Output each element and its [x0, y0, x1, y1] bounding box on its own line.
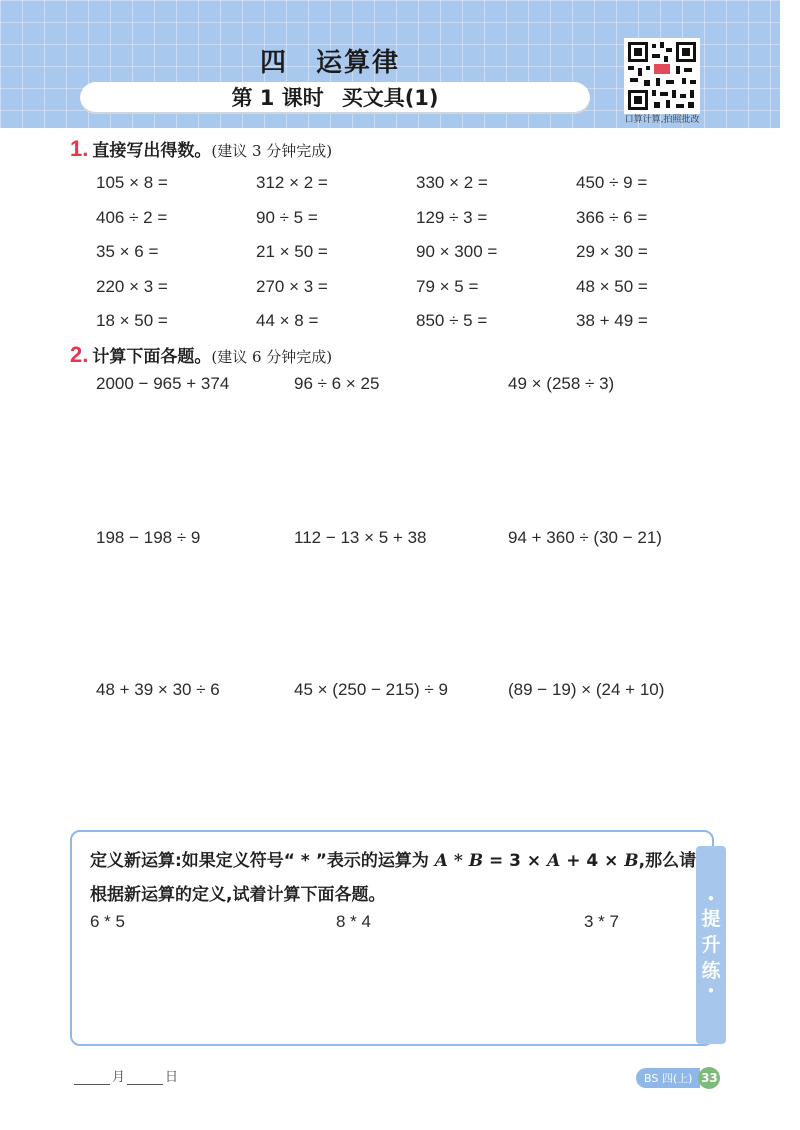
- problem: 35 × 6 =: [96, 242, 159, 261]
- problem: 18 × 50 =: [96, 311, 168, 330]
- section2-title: 计算下面各题。: [92, 347, 212, 367]
- page-header: [0, 0, 780, 128]
- formula-a: A: [547, 851, 561, 871]
- side-tab-improve: [696, 846, 726, 1044]
- problem: 850 ÷ 5 =: [416, 311, 488, 330]
- problem: 312 × 2 =: [256, 173, 328, 192]
- challenge-item: 6 * 5: [90, 912, 125, 931]
- qr-code-icon[interactable]: [624, 38, 700, 114]
- section2-hint: (建议 6 分钟完成): [211, 348, 333, 366]
- challenge-instructions: [90, 844, 700, 912]
- dot-icon: •: [707, 892, 715, 906]
- problem: 90 × 300 =: [416, 242, 498, 261]
- chapter-number: 四: [259, 48, 288, 78]
- formula-b: B: [624, 851, 639, 871]
- problem: 330 × 2 =: [416, 173, 488, 192]
- problem: 29 × 30 =: [576, 242, 648, 261]
- challenge-box: [70, 830, 714, 1046]
- day-blank[interactable]: [127, 1070, 163, 1085]
- section2-number: 2.: [70, 342, 89, 367]
- calc-problem: 48 + 39 × 30 ÷ 6: [96, 680, 220, 699]
- problem: 270 × 3 =: [256, 276, 328, 296]
- calc-row: [96, 680, 716, 710]
- calc-problem: 198 − 198 ÷ 9: [96, 528, 201, 547]
- chapter-name: 运算律: [316, 48, 401, 78]
- chapter-title: [0, 42, 660, 79]
- calc-problem: 96 ÷ 6 × 25: [294, 374, 380, 393]
- problem: 129 ÷ 3 =: [416, 207, 488, 227]
- challenge-text: 定义新运算:如果定义符号“ * ”表示的运算为: [90, 851, 429, 871]
- problem: 44 × 8 =: [256, 311, 319, 330]
- section2-heading: [70, 342, 332, 368]
- month-label: 月: [112, 1070, 126, 1085]
- lesson-number: 第 1 课时: [231, 86, 324, 110]
- calc-row: [96, 374, 716, 404]
- problem: 220 × 3 =: [96, 276, 168, 296]
- problem: 450 ÷ 9 =: [576, 173, 648, 192]
- side-tab-char: 练: [701, 960, 721, 982]
- calc-problem: 94 + 360 ÷ (30 − 21): [508, 528, 662, 547]
- calc-problem: 112 − 13 × 5 + 38: [294, 528, 427, 547]
- problem: 406 ÷ 2 =: [96, 207, 168, 227]
- calc-problem: 45 × (250 − 215) ÷ 9: [294, 680, 448, 699]
- problem: 79 × 5 =: [416, 276, 479, 296]
- page-footer: [636, 1068, 720, 1088]
- challenge-text: ,那么请根据新运算的定义,试着计算下面各题。: [90, 851, 697, 905]
- calc-problem: 2000 − 965 + 374: [96, 374, 230, 393]
- date-fill-in: [72, 1066, 178, 1085]
- mental-math-grid: [96, 168, 716, 341]
- problem: 366 ÷ 6 =: [576, 207, 648, 227]
- page-number: 33: [698, 1067, 720, 1089]
- section1-heading: [70, 136, 332, 162]
- formula-ab: A * B: [434, 851, 484, 871]
- edition-label: BS 四(上): [636, 1068, 700, 1088]
- problem: 38 + 49 =: [576, 311, 648, 330]
- challenge-items: [90, 912, 690, 940]
- calc-problem: (89 − 19) × (24 + 10): [508, 680, 665, 699]
- day-label: 日: [165, 1070, 179, 1085]
- challenge-text: + 4 ×: [566, 851, 619, 871]
- problem: 21 × 50 =: [256, 242, 328, 261]
- calc-row: [96, 528, 716, 558]
- dot-icon: •: [707, 984, 715, 998]
- problem: 48 × 50 =: [576, 276, 648, 296]
- challenge-text: = 3 ×: [489, 851, 542, 871]
- lesson-name: 买文具(1): [341, 86, 439, 110]
- problem: 90 ÷ 5 =: [256, 207, 318, 227]
- section1-title: 直接写出得数。: [92, 141, 212, 161]
- qr-caption: 口算计算,拍照批改: [624, 115, 700, 125]
- section1-number: 1.: [70, 136, 89, 161]
- calc-problem: 49 × (258 ÷ 3): [508, 374, 615, 393]
- section1-hint: (建议 3 分钟完成): [211, 142, 333, 160]
- side-tab-char: 提: [701, 908, 721, 930]
- challenge-item: 8 * 4: [336, 912, 371, 931]
- side-tab-char: 升: [701, 934, 721, 956]
- lesson-title-bar: [80, 82, 590, 114]
- month-blank[interactable]: [74, 1070, 110, 1085]
- problem: 105 × 8 =: [96, 173, 168, 192]
- challenge-item: 3 * 7: [584, 912, 619, 931]
